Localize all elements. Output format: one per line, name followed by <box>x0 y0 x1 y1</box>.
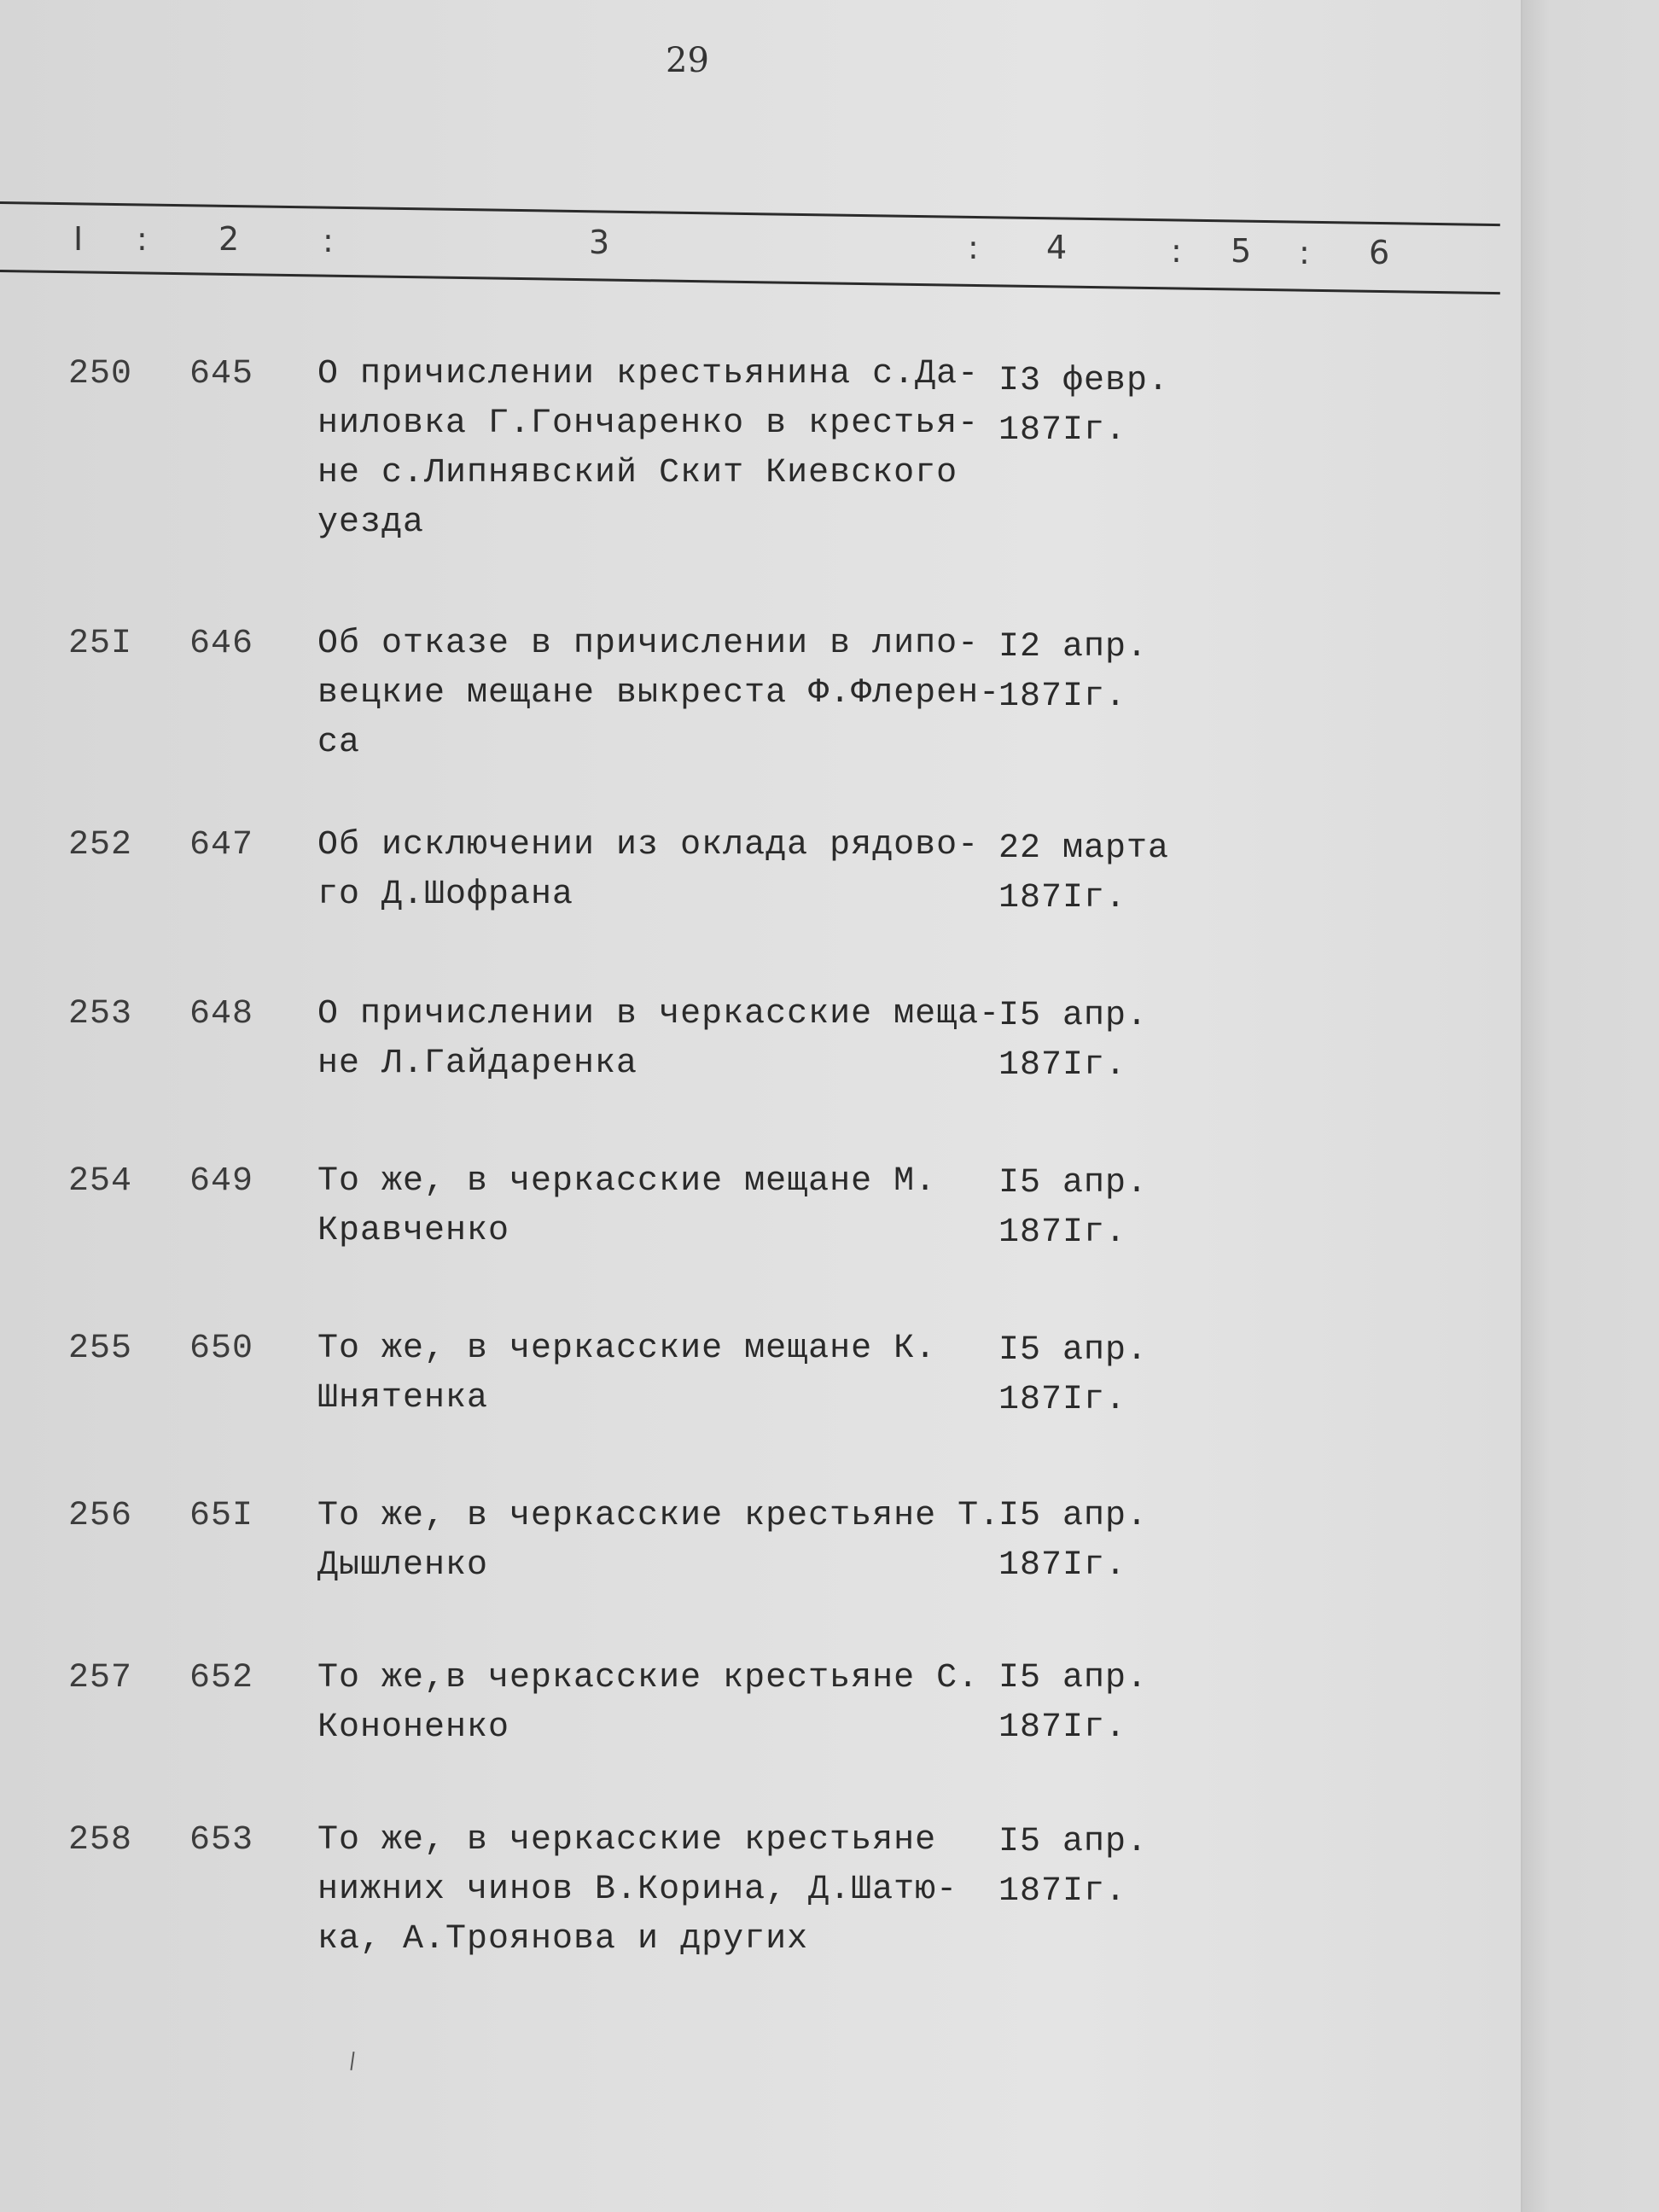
entry-number: 256 <box>68 1497 133 1535</box>
entry-number: 250 <box>68 355 133 393</box>
document-number: 647 <box>189 826 254 864</box>
entry-number: 254 <box>68 1162 133 1201</box>
column-header-4: 4 <box>1046 229 1068 266</box>
entry-date: I2 апр. 187Iг. <box>998 628 1149 716</box>
column-header-row <box>0 218 1502 270</box>
entry-title: То же,в черкасские крестьяне С. Кононенко <box>317 1659 980 1747</box>
document-number: 646 <box>189 625 254 663</box>
entry-number: 25I <box>68 625 133 663</box>
entry-date: I5 апр. 187Iг. <box>998 1164 1149 1252</box>
entry-date: I5 апр. 187Iг. <box>998 1497 1149 1585</box>
entry-date: I5 апр. 187Iг. <box>998 997 1149 1085</box>
document-number: 653 <box>189 1821 254 1860</box>
entry-title: Об отказе в причислении в липо- вецкие мещане выкреста Ф.Флерен- са <box>317 625 1001 762</box>
entry-number: 253 <box>68 995 133 1033</box>
column-separator: : <box>137 220 148 258</box>
entry-number: 255 <box>68 1330 133 1368</box>
entry-title: О причислении крестьянина с.Да- ниловка Г.Гончаренко в крестья- не с.Липнявский Скит Киевского уезда <box>317 355 980 542</box>
column-separator: : <box>323 222 334 259</box>
document-number: 645 <box>189 355 254 393</box>
page-number: 29 <box>666 41 709 80</box>
entry-title: То же, в черкасские мещане К. Шнятенка <box>317 1330 937 1417</box>
entry-title: О причислении в черкасские меща- не Л.Гайдаренка <box>317 995 1001 1083</box>
column-separator: : <box>1171 232 1182 270</box>
document-number: 650 <box>189 1330 254 1368</box>
entry-title: То же, в черкасские крестьяне нижних чинов В.Корина, Д.Шатю- ка, А.Троянова и других <box>317 1821 958 1959</box>
entry-title: То же, в черкасские крестьяне Т. Дышленко <box>317 1497 1001 1585</box>
column-separator: : <box>968 229 979 266</box>
entry-date: I3 февр. 187Iг. <box>998 362 1170 450</box>
document-number: 652 <box>189 1659 254 1697</box>
entry-title: Об исключении из оклада рядово- го Д.Шофрана <box>317 826 980 914</box>
entry-date: 22 марта 187Iг. <box>998 830 1170 917</box>
entry-number: 258 <box>68 1821 133 1860</box>
entry-date: I5 апр. 187Iг. <box>998 1823 1149 1911</box>
entry-number: 252 <box>68 826 133 864</box>
document-number: 65I <box>189 1497 254 1535</box>
entry-title: То же, в черкасские мещане М. Кравченко <box>317 1162 937 1250</box>
column-header-5: 5 <box>1231 232 1252 270</box>
column-separator: : <box>1299 234 1310 271</box>
page-edge-shadow <box>1521 0 1659 2212</box>
document-number: 648 <box>189 995 254 1033</box>
column-header-1: I <box>73 220 84 258</box>
column-header-3: 3 <box>589 224 610 261</box>
entry-date: I5 апр. 187Iг. <box>998 1331 1149 1419</box>
entry-number: 257 <box>68 1659 133 1697</box>
entry-date: I5 апр. 187Iг. <box>998 1659 1149 1747</box>
document-number: 649 <box>189 1162 254 1201</box>
column-header-2: 2 <box>218 220 240 258</box>
column-header-6: 6 <box>1369 234 1390 271</box>
